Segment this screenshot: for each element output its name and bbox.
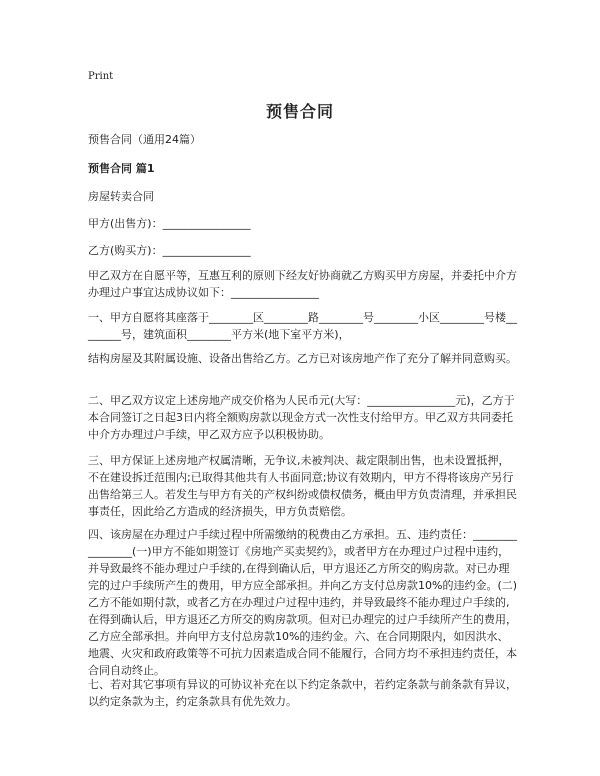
paragraph-clause-7: 七、若对其它事项有异议的可协议补充在以下约定条款中，若约定条款与前条款有异议，以约定条款为主，约定条款具有优先效力。 bbox=[88, 678, 517, 708]
paragraph-clause-1: 一、甲方自愿将其座落于________区________路________号________小区________号楼________号，建筑面积________平方米(地下室平方米)， bbox=[88, 311, 517, 341]
paragraph-intro: 甲乙双方在自愿平等，互惠互利的原则下经友好协商就乙方购买甲方房屋，并委托中介方办理过户事宜达成协议如下：________________ bbox=[88, 269, 517, 299]
subtitle: 预售合同（通用24篇） bbox=[88, 133, 201, 146]
contract-name: 房屋转卖合同 bbox=[88, 190, 154, 203]
paragraph-clause-3: 三、甲方保证上述房地产权属清晰，无争议,未被判决、裁定限制出售，也未设置抵押，不在建设拆迁范围内;已取得其他共有人书面同意;协议有效期内，甲方不得将该房产另行出售给第三人。若发生与甲方有关的产权纠纷或债权债务，概由甲方负责清理，并承担民事责任，因此给乙方造成的经济损失，甲方负责赔偿。 bbox=[88, 454, 517, 518]
party-a-line: 甲方(出售方)：________________ bbox=[88, 217, 251, 230]
section-heading: 预售合同 篇1 bbox=[88, 162, 155, 175]
paragraph-clause-4-6: 四、该房屋在办理过户手续过程中所需缴纳的税费由乙方承担。五、违约责任：________________(一)甲方不能如期签订《房地产买卖契约》，或者甲方在办理过户过程中违约，并导致最终不能办理过户手续的,在得到确认后，甲方退还乙方所交的购房款。对已办理完的过户手续所产生的费用，甲方应全部承担。并向乙方支付总房款10%的违约金。(二)乙方不能如期付款，或者乙方在办理过户过程中违约，并导致最终不能办理过户手续的,在得到确认后，甲方退还乙方所交的购房款项。但对已办理完的过户手续所产生的费用，乙方应全部承担。并向甲方支付总房款10%的违约金。六、在合同期限内，如因洪水、地震、火灾和政府政策等不可抗力因素造成合同不能履行，合同方均不承担违约责任，本合同自动终止。 bbox=[88, 528, 518, 677]
print-label: Print bbox=[88, 71, 114, 82]
party-b-line: 乙方(购买方)：________________ bbox=[88, 244, 251, 257]
paragraph-clause-1-cont: 结构房屋及其附属设施、设备出售给乙方。乙方已对该房地产作了充分了解并同意购买。 bbox=[88, 352, 517, 365]
paragraph-clause-2: 二、甲乙双方议定上述房地产成交价格为人民币元(大写：________________元)，乙方于本合同签订之日起3日内将全额购房款以现金方式一次性支付给甲方。甲乙双方共同委托中介方办理过户手续，甲乙双方应予以积极协助。 bbox=[88, 394, 515, 441]
page-title: 预售合同 bbox=[265, 102, 334, 121]
